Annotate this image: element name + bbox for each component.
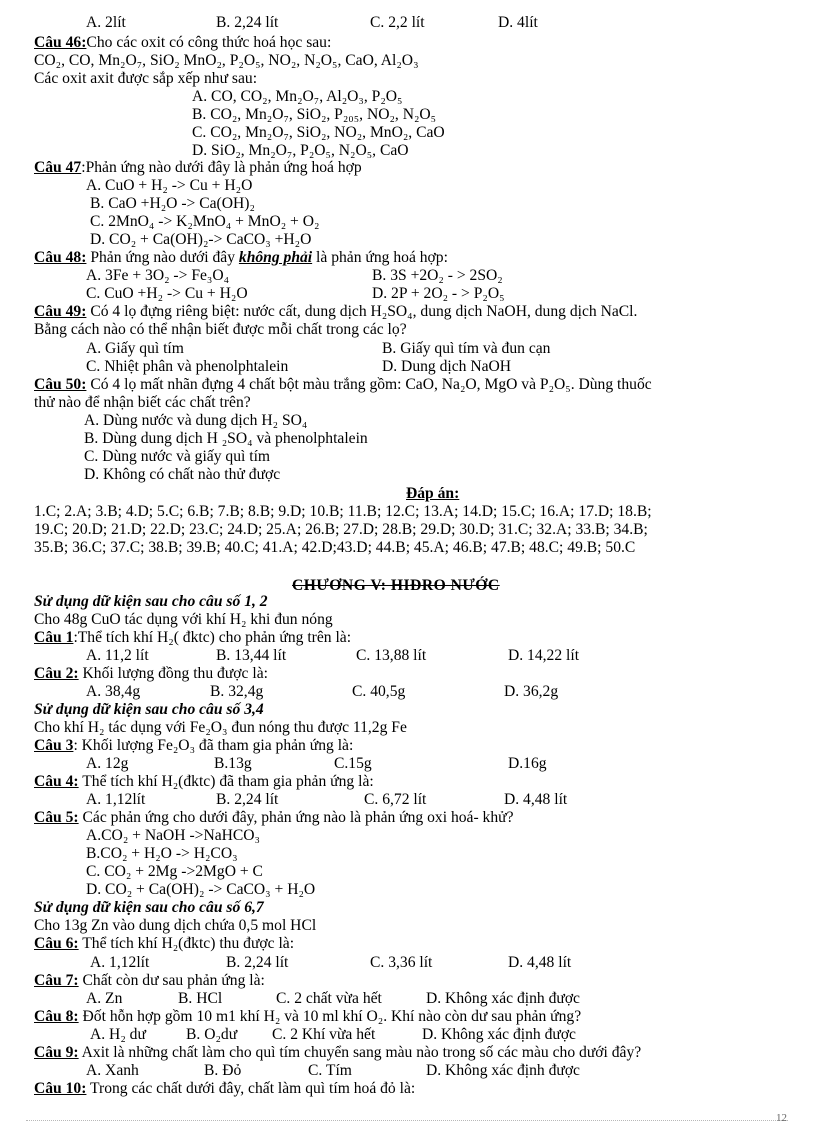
option-d: D. 4,48 lít bbox=[508, 954, 572, 971]
question-text: Các phản ứng cho dưới đây, phản ứng nào là phản ứng oxi hoá- khử? bbox=[78, 809, 514, 826]
question-49 bbox=[34, 304, 637, 320]
question-8 bbox=[34, 1009, 581, 1025]
question-46 bbox=[34, 35, 331, 51]
option-c: C. 2 chất vừa hết bbox=[276, 990, 382, 1007]
option-d: D. Không xác định được bbox=[426, 1062, 580, 1079]
option-a: A. 11,2 lít bbox=[86, 647, 149, 664]
question-text: Chất còn dư sau phản ứng là: bbox=[78, 972, 265, 989]
option-d: D. Không xác định được bbox=[426, 990, 580, 1007]
option-a: A. Xanh bbox=[86, 1062, 139, 1079]
option-a: A. CO, CO₂, Mn₂O₇, Al₂O₃, P₂O₅ bbox=[192, 88, 403, 105]
option-d: D.16g bbox=[508, 755, 547, 772]
option-b: B. 3S +2O₂ - > 2SO₂ bbox=[372, 267, 503, 284]
answers-title: Đáp án: bbox=[406, 485, 460, 502]
option-c: C. CO₂ + 2Mg ->2MgO + C bbox=[86, 863, 263, 880]
chapter-title: CHƯƠNG V: HIĐRO NƯỚC bbox=[292, 577, 500, 594]
option-b: B. 2,24 lít bbox=[216, 14, 279, 31]
question-label: Câu 47 bbox=[34, 159, 82, 176]
option-a: A. 1,12lít bbox=[90, 954, 150, 971]
option-d: D. 36,2g bbox=[504, 683, 559, 700]
option-c: C. 13,88 lít bbox=[356, 647, 427, 664]
data-statement: Cho khí H₂ tác dụng với Fe₂O₃ đun nóng thu được 11,2g Fe bbox=[34, 719, 407, 736]
question-text: :Thể tích khí H₂( đktc) cho phản ứng trên là: bbox=[73, 629, 352, 646]
option-d: D. 4,48 lít bbox=[504, 791, 568, 808]
question-6 bbox=[34, 936, 294, 952]
question-label: Câu 5: bbox=[34, 809, 79, 826]
option-a: A. Zn bbox=[86, 990, 123, 1007]
question-49-continued: Bằng cách nào có thể nhận biết được mỗi chất trong các lọ? bbox=[34, 321, 407, 338]
data-statement: Cho 48g CuO tác dụng với khí H₂ khi đun nóng bbox=[34, 611, 333, 628]
question-text: : Khối lượng Fe₂O₃ đã tham gia phản ứng là: bbox=[73, 737, 354, 754]
option-a: A. 12g bbox=[86, 755, 129, 772]
option-b: B. 13,44 lít bbox=[216, 647, 287, 664]
option-c: C. Tím bbox=[308, 1062, 352, 1079]
question-label: Câu 50: bbox=[34, 376, 87, 393]
question-label: Câu 3 bbox=[34, 737, 74, 754]
answers-line-1: 1.C; 2.A; 3.B; 4.D; 5.C; 6.B; 7.B; 8.B; 9.D; 10.B; 11.B; 12.C; 13.A; 14.D; 15.C; 16.A; 17.D; 18.B; bbox=[34, 503, 652, 520]
option-c: C. 3,36 lít bbox=[370, 954, 433, 971]
question-text-end: là phản ứng hoá hợp: bbox=[312, 249, 448, 266]
answers-line-2: 19.C; 20.D; 21.D; 22.D; 23.C; 24.D; 25.A; 26.B; 27.D; 28.B; 29.D; 30.D; 31.C; 32.A; 33.B; 34.B; bbox=[34, 521, 648, 538]
answers-line-3: 35.B; 36.C; 37.C; 38.B; 39.B; 40.C; 41.A; 42.D;43.D; 44.B; 45.A; 46.B; 47.B; 48.C; 49.B; 50.C bbox=[34, 539, 636, 556]
question-text: Có 4 lọ mất nhãn đựng 4 chất bột màu trắng gồm: CaO, Na₂O, MgO và P₂O₅. Dùng thuốc bbox=[86, 376, 652, 393]
option-b: B. HCl bbox=[178, 990, 223, 1007]
option-b: B. CaO +H₂O -> Ca(OH)₂ bbox=[90, 195, 255, 212]
option-b: B.13g bbox=[214, 755, 252, 772]
question-text: Thể tích khí H₂(đktc) đã tham gia phản ứng là: bbox=[78, 773, 374, 790]
question-label: Câu 48: bbox=[34, 249, 87, 266]
question-label: Câu 46: bbox=[34, 34, 87, 51]
option-d: D. Dung dịch NaOH bbox=[382, 358, 512, 375]
option-b: B.CO₂ + H₂O -> H₂CO₃ bbox=[86, 845, 238, 862]
option-a: A. H₂ dư bbox=[90, 1026, 146, 1043]
question-7 bbox=[34, 973, 265, 989]
option-c: C. 6,72 lít bbox=[364, 791, 427, 808]
question-9 bbox=[34, 1045, 641, 1061]
option-c: C. Nhiệt phân và phenolphtalein bbox=[86, 358, 289, 375]
question-label: Câu 6: bbox=[34, 935, 79, 952]
option-c: C. 2,2 lít bbox=[370, 14, 425, 31]
question-50-continued: thử nào để nhận biết các chất trên? bbox=[34, 394, 251, 411]
question-label: Câu 1 bbox=[34, 629, 74, 646]
option-a: A. 2lít bbox=[86, 14, 126, 31]
question-text: Axit là những chất làm cho quì tím chuyển sang màu nào trong số các màu cho dưới đây? bbox=[78, 1044, 642, 1061]
option-b: B. Đỏ bbox=[204, 1062, 242, 1079]
option-c: C. CO₂, Mn₂O₇, SiO₂, NO₂, MnO₂, CaO bbox=[192, 124, 445, 141]
option-c: C. Dùng nước và giấy quì tím bbox=[84, 448, 271, 465]
question-4 bbox=[34, 774, 374, 790]
option-c: C. 2 Khí vừa hết bbox=[272, 1026, 376, 1043]
data-instruction: Sử dụng dữ kiện sau cho câu số 1, 2 bbox=[34, 593, 268, 610]
question-text: :Phản ứng nào dưới đây là phản ứng hoá hợp bbox=[81, 159, 362, 176]
option-d: D. CO₂ + Ca(OH)₂ -> CaCO₃ + H₂O bbox=[86, 881, 316, 898]
option-a: A. Giấy quì tím bbox=[86, 340, 184, 357]
question-text: Trong các chất dưới đây, chất làm quì tím hoá đỏ là: bbox=[86, 1080, 416, 1097]
option-d: D. 14,22 lít bbox=[508, 647, 580, 664]
option-a: A. 3Fe + 3O₂ -> Fe₃O₄ bbox=[86, 267, 230, 284]
option-d: D. CO₂ + Ca(OH)₂-> CaCO₃ +H₂O bbox=[90, 231, 312, 248]
page-number: 12 bbox=[776, 1112, 787, 1124]
option-d: D. Không có chất nào thử được bbox=[84, 466, 281, 483]
option-a: A. 38,4g bbox=[86, 683, 141, 700]
question-50 bbox=[34, 377, 652, 393]
question-text: Thể tích khí H₂(đktc) thu được là: bbox=[78, 935, 295, 952]
question-5 bbox=[34, 810, 514, 826]
question-label: Câu 8: bbox=[34, 1008, 79, 1025]
question-label: Câu 49: bbox=[34, 303, 87, 320]
option-c: C. 2MnO₄ -> K₂MnO₄ + MnO₂ + O₂ bbox=[90, 213, 320, 230]
option-d: D. 2P + 2O₂ - > P₂O₅ bbox=[372, 285, 505, 302]
footer-divider bbox=[26, 1120, 788, 1121]
question-1 bbox=[34, 630, 351, 646]
option-c: C. CuO +H₂ -> Cu + H₂O bbox=[86, 285, 248, 302]
negation-emphasis: không phải bbox=[238, 249, 313, 266]
question-10 bbox=[34, 1081, 415, 1097]
option-b: B. 32,4g bbox=[210, 683, 264, 700]
option-b: B. Dùng dung dịch H ₂SO₄ và phenolphtalein bbox=[84, 430, 368, 447]
option-b: B. CO₂, Mn₂O₇, SiO₂, P₂₀₅, NO₂, N₂O₅ bbox=[192, 106, 437, 123]
question-text: Khối lượng đồng thu được là: bbox=[78, 665, 268, 682]
option-b: B. O₂dư bbox=[186, 1026, 238, 1043]
question-2 bbox=[34, 666, 268, 682]
question-3 bbox=[34, 738, 353, 754]
option-a: A. 1,12lít bbox=[86, 791, 146, 808]
option-c: C.15g bbox=[334, 755, 372, 772]
question-text: Có 4 lọ đựng riêng biệt: nước cất, dung dịch H₂SO₄, dung dịch NaOH, dung dịch NaCl. bbox=[86, 303, 638, 320]
option-b: B. 2,24 lít bbox=[226, 954, 289, 971]
question-46-prompt: Các oxit axit được sắp xếp như sau: bbox=[34, 70, 258, 87]
option-a: A.CO₂ + NaOH ->NaHCO₃ bbox=[86, 827, 260, 844]
option-b: B. 2,24 lít bbox=[216, 791, 279, 808]
option-d: D. Không xác định được bbox=[422, 1026, 576, 1043]
question-label: Câu 7: bbox=[34, 972, 79, 989]
data-instruction: Sử dụng dữ kiện sau cho câu số 6,7 bbox=[34, 899, 264, 916]
data-instruction: Sử dụng dữ kiện sau cho câu số 3,4 bbox=[34, 701, 264, 718]
option-d: D. 4lít bbox=[498, 14, 538, 31]
question-label: Câu 10: bbox=[34, 1080, 87, 1097]
question-47 bbox=[34, 160, 362, 176]
question-48 bbox=[34, 250, 448, 266]
option-c: C. 40,5g bbox=[352, 683, 406, 700]
question-label: Câu 4: bbox=[34, 773, 79, 790]
question-46-formula: CO₂, CO, Mn₂O₇, SiO₂ MnO₂, P₂O₅, NO₂, N₂O₅, CaO, Al₂O₃ bbox=[34, 52, 419, 69]
question-label: Câu 9: bbox=[34, 1044, 79, 1061]
option-a: A. Dùng nước và dung dịch H₂ SO₄ bbox=[84, 412, 308, 429]
question-text: Phản ứng nào dưới đây bbox=[86, 249, 239, 266]
option-a: A. CuO + H₂ -> Cu + H₂O bbox=[86, 177, 253, 194]
option-d: D. SiO₂, Mn₂O₇, P₂O₅, N₂O₅, CaO bbox=[192, 142, 409, 159]
question-label: Câu 2: bbox=[34, 665, 79, 682]
question-text: Cho các oxit có công thức hoá học sau: bbox=[86, 34, 332, 51]
question-text: Đốt hỗn hợp gồm 10 m1 khí H₂ và 10 ml khí O₂. Khí nào còn dư sau phản ứng? bbox=[78, 1008, 582, 1025]
data-statement: Cho 13g Zn vào dung dịch chứa 0,5 mol HCl bbox=[34, 917, 317, 934]
option-b: B. Giấy quì tím và đun cạn bbox=[382, 340, 551, 357]
